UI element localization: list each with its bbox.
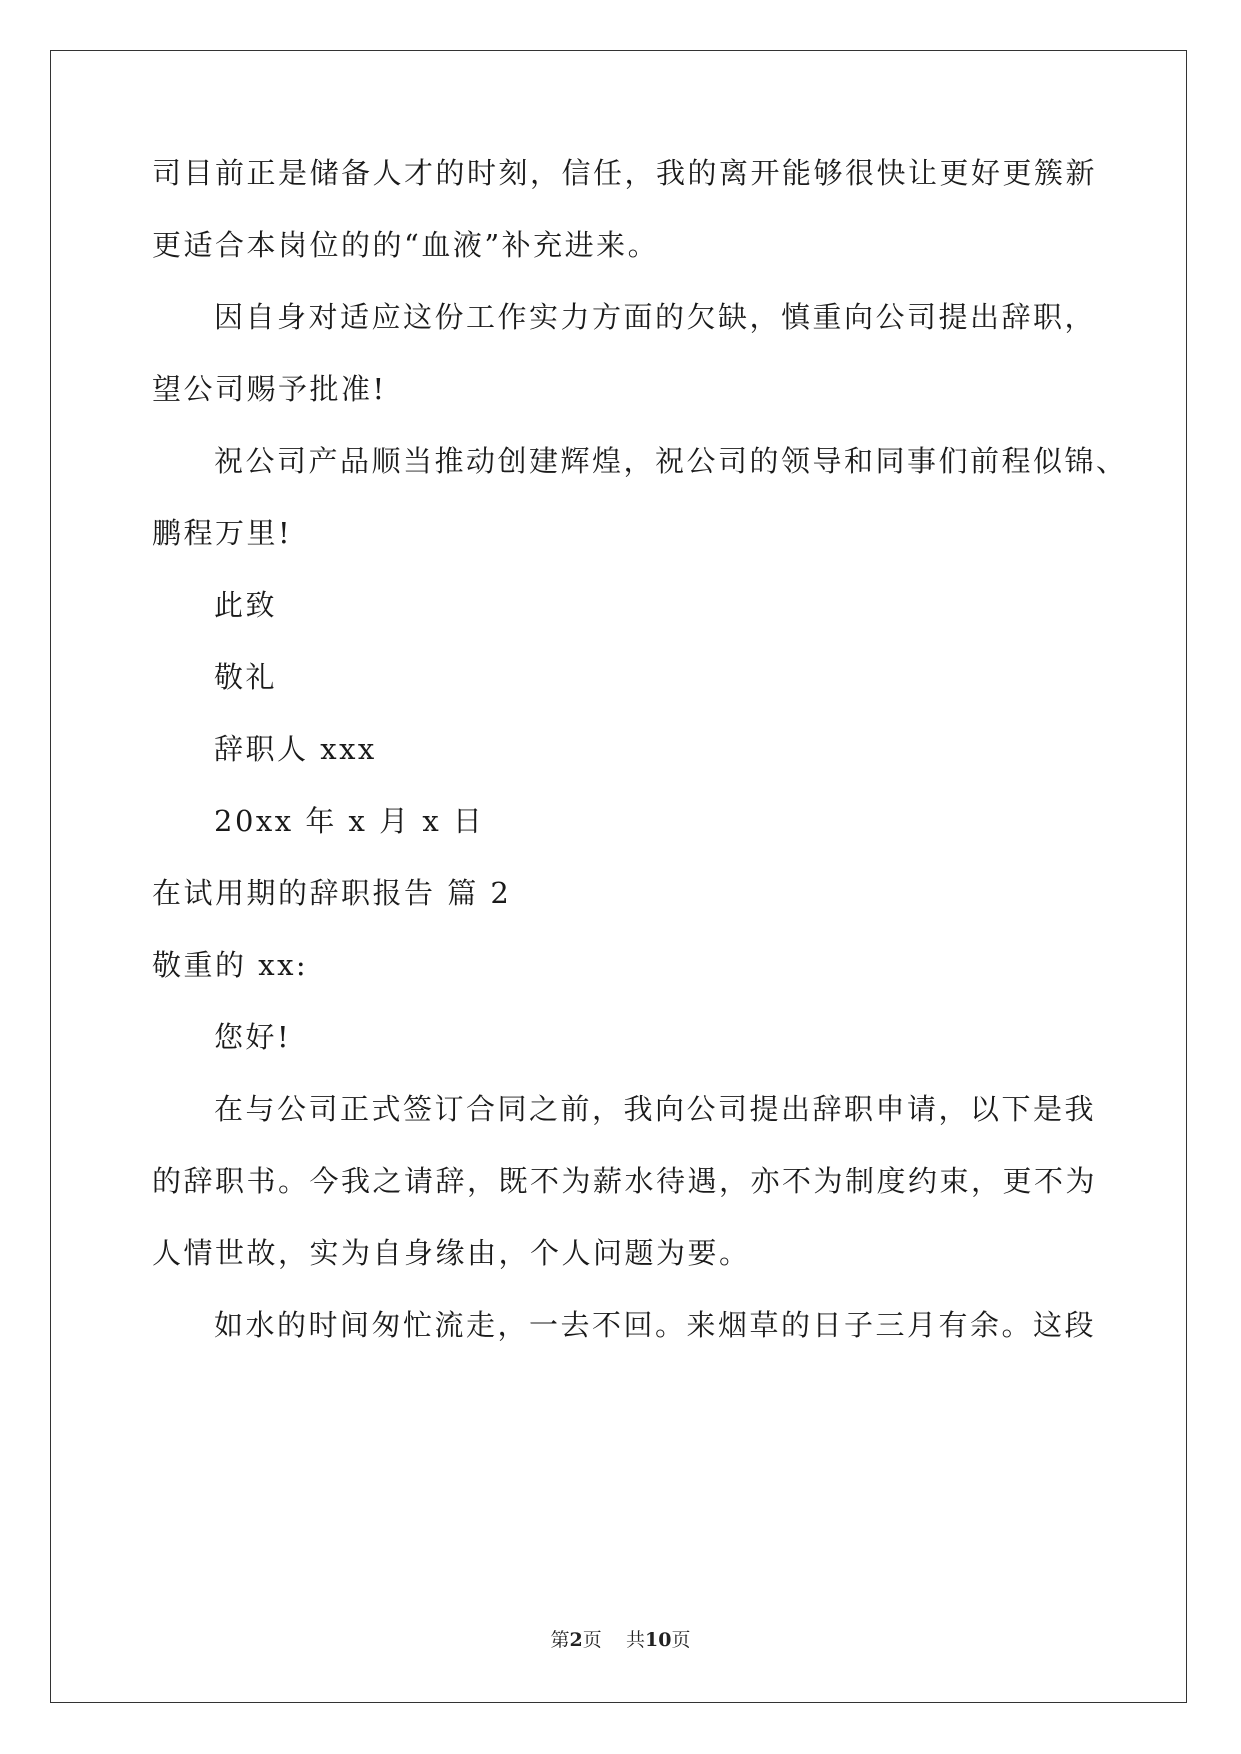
signature-line: 辞职人 xxx — [214, 732, 377, 766]
greeting: 敬重的 xx: — [152, 948, 309, 982]
section-heading: 在试用期的辞职报告 篇 2 — [152, 876, 512, 910]
paragraph-line: 人情世故，实为自身缘由，个人问题为要。 — [152, 1236, 751, 1270]
date-line: 20xx 年 x 月 x 日 — [214, 804, 485, 838]
total-pages: 10 — [644, 1629, 672, 1651]
total-prefix: 共 — [625, 1629, 645, 1651]
paragraph-line: 祝公司产品顺当推动创建辉煌，祝公司的领导和同事们前程似锦、 — [214, 444, 1128, 478]
closing-regards: 敬礼 — [214, 660, 278, 694]
paragraph-line: 因自身对适应这份工作实力方面的欠缺，慎重向公司提出辞职， — [214, 300, 1097, 334]
total-suffix: 页 — [671, 1629, 691, 1651]
paragraph-line: 鹏程万里! — [152, 516, 293, 550]
page-prefix: 第 — [550, 1629, 570, 1651]
closing-salutation: 此致 — [214, 588, 278, 622]
page-number: 2 — [569, 1629, 583, 1651]
paragraph-line: 望公司赐予批准! — [152, 372, 387, 406]
paragraph-line: 司目前正是储备人才的时刻，信任，我的离开能够很快让更好更簇新 — [152, 156, 1098, 190]
page-footer — [0, 1625, 1241, 1652]
paragraph-line: 在与公司正式签订合同之前，我向公司提出辞职申请，以下是我 — [214, 1092, 1097, 1126]
page-suffix: 页 — [582, 1629, 602, 1651]
greeting-hello: 您好! — [214, 1020, 292, 1054]
paragraph-line: 如水的时间匆忙流走，一去不回。来烟草的日子三月有余。这段 — [214, 1308, 1097, 1342]
paragraph-line: 更适合本岗位的的“血液”补充进来。 — [152, 228, 660, 262]
paragraph-line: 的辞职书。今我之请辞，既不为薪水待遇，亦不为制度约束，更不为 — [152, 1164, 1098, 1198]
